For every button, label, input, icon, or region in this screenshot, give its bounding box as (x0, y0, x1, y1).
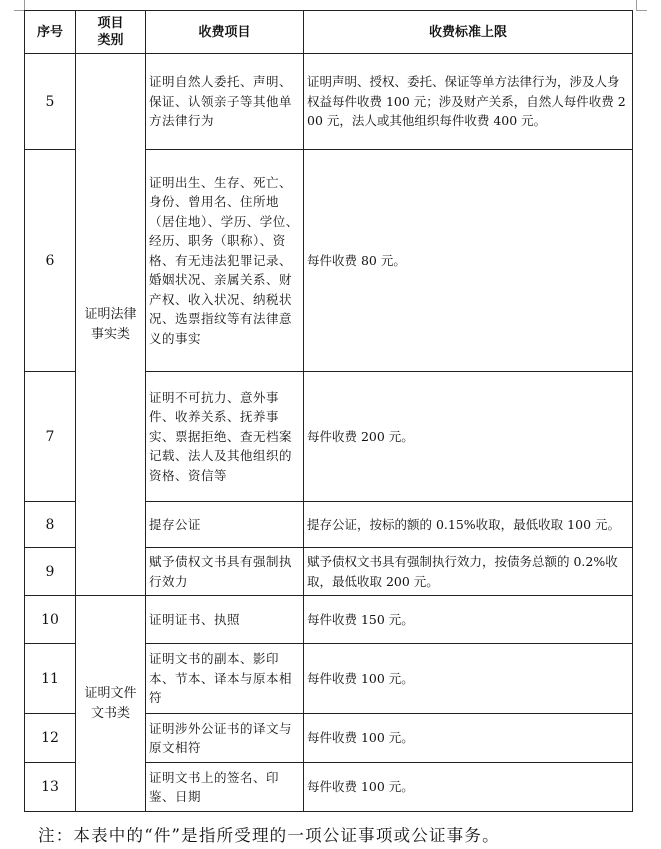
row-no: 7 (25, 372, 76, 502)
row-item: 提存公证 (146, 502, 304, 548)
row-no: 9 (25, 548, 76, 596)
row-fee: 每件收费 200 元。 (304, 372, 633, 502)
row-fee: 证明声明、授权、委托、保证等单方法律行为，涉及人身权益每件收费 100 元；涉及财产关系，自然人每件收费 200 元，法人或其他组织每件收费 400 元。 (304, 54, 633, 150)
row-item: 证明不可抗力、意外事件、收养关系、抚养事实、票据拒绝、查无档案记载、法人及其他组织的资格、资信等 (146, 372, 304, 502)
header-fee: 收费标准上限 (304, 11, 633, 54)
row-fee: 提存公证，按标的额的 0.15%收取，最低收取 100 元。 (304, 502, 633, 548)
row-no: 11 (25, 644, 76, 714)
table-header-row (25, 11, 633, 54)
row-no: 6 (25, 150, 76, 372)
row-item: 证明出生、生存、死亡、身份、曾用名、住所地（居住地）、学历、学位、经历、职务（职称）、资格、有无违法犯罪记录、婚姻状况、亲属关系、财产权、收入状况、纳税状况、选票指纹等有法律意义的事实 (146, 150, 304, 372)
category-legal-facts: 证明法律事实类 (76, 54, 146, 596)
page-corner-mark-right (636, 0, 647, 11)
row-no: 10 (25, 596, 76, 644)
table-row (25, 596, 633, 644)
row-fee: 每件收费 80 元。 (304, 150, 633, 372)
header-no: 序号 (25, 11, 76, 54)
row-fee: 每件收费 100 元。 (304, 763, 633, 812)
row-item: 证明证书、执照 (146, 596, 304, 644)
table-row (25, 54, 633, 150)
category-documents: 证明文件文书类 (76, 596, 146, 812)
row-item: 证明文书上的签名、印鉴、日期 (146, 763, 304, 812)
fee-table (24, 10, 633, 812)
row-item: 证明文书的副本、影印本、节本、译本与原本相符 (146, 644, 304, 714)
row-fee: 赋予债权文书具有强制执行效力，按债务总额的 0.2%收取，最低收取 200 元。 (304, 548, 633, 596)
header-item: 收费项目 (146, 11, 304, 54)
row-no: 5 (25, 54, 76, 150)
row-fee: 每件收费 150 元。 (304, 596, 633, 644)
row-no: 8 (25, 502, 76, 548)
row-fee: 每件收费 100 元。 (304, 714, 633, 763)
row-item: 证明自然人委托、声明、保证、认领亲子等其他单方法律行为 (146, 54, 304, 150)
header-category: 项目 类别 (76, 11, 146, 54)
row-item: 证明涉外公证书的译文与原文相符 (146, 714, 304, 763)
row-no: 13 (25, 763, 76, 812)
footnote: 注：本表中的“件”是指所受理的一项公证事项或公证事务。 (38, 826, 500, 845)
row-no: 12 (25, 714, 76, 763)
row-fee: 每件收费 100 元。 (304, 644, 633, 714)
row-item: 赋予债权文书具有强制执行效力 (146, 548, 304, 596)
